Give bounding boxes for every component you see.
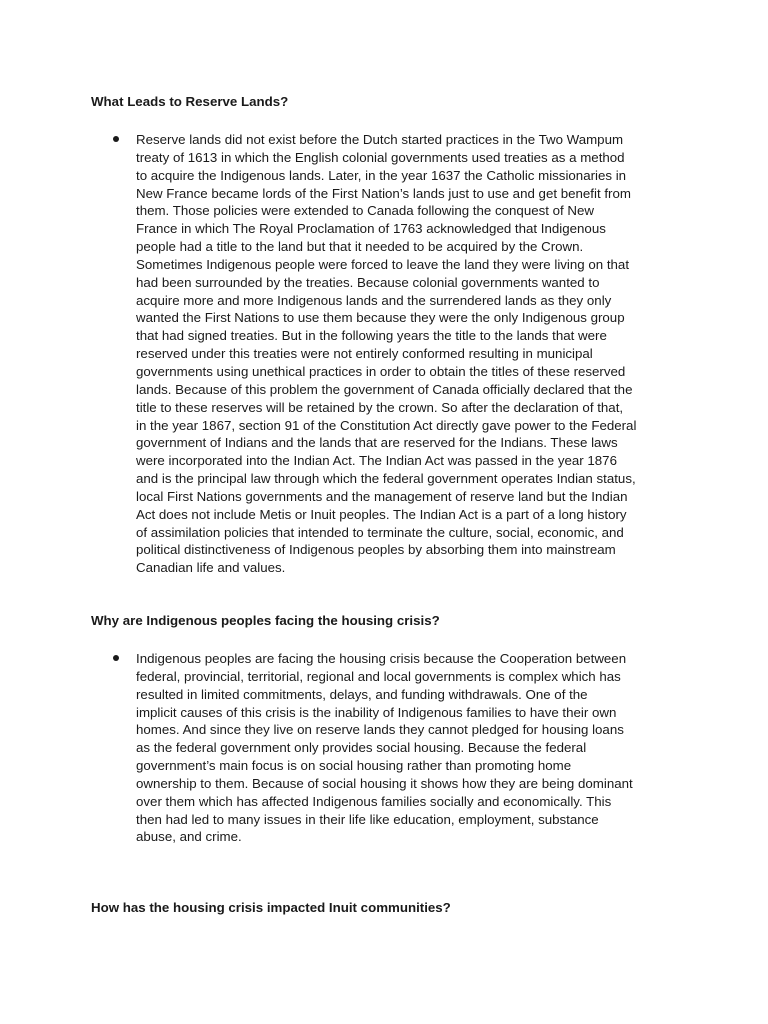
paragraph-line: Canadian life and values.	[136, 560, 286, 576]
paragraph-line: wanted the First Nations to use them because they were the only Indigenous group	[136, 310, 625, 326]
paragraph-line: New France became lords of the First Nation’s lands just to use and get benefit from	[136, 185, 631, 201]
paragraph-line: government’s main focus is on social housing rather than promoting home	[136, 758, 572, 774]
paragraph-line: title to these reserves will be retained by the crown. So after the declaration of that,	[136, 399, 624, 415]
paragraph-line: Reserve lands did not exist before the Dutch started practices in the Two Wampum	[136, 132, 624, 147]
paragraph-line: government of Indians and the lands that are reserved for the Indians. These laws	[136, 435, 618, 451]
paragraph-line: them. Those policies were extended to Canada following the conquest of New	[136, 203, 595, 219]
paragraph-line: abuse, and crime.	[136, 829, 242, 845]
paragraph-line: resulted in limited commitments, delays, and funding withdrawals. One of the	[136, 686, 588, 702]
paragraph-line: as the federal government only provides social housing. Because the federal	[136, 740, 587, 756]
paragraph-line: governments using unethical practices in order to obtain the titles of these reserved	[136, 363, 626, 379]
paragraph-line: political distinctiveness of Indigenous peoples by absorbing them into mainstream	[136, 542, 616, 558]
section-heading-housing-crisis: Why are Indigenous peoples facing the housing crisis?	[91, 613, 440, 628]
paragraph-line: then had led to many issues in their life like education, employment, substance	[136, 811, 599, 827]
section-heading-reserve-lands: What Leads to Reserve Lands?	[91, 94, 289, 109]
paragraph-line: of assimilation policies that intended to terminate the culture, social, economic, and	[136, 524, 624, 540]
paragraph-line: to acquire the Indigenous lands. Later, in the year 1637 the Catholic missionaries in	[136, 167, 627, 183]
paragraph-line: federal, provincial, territorial, regional and local governments is complex which has	[136, 668, 621, 684]
paragraph-line: treaty of 1613 in which the English colonial governments used treaties as a method	[136, 149, 625, 165]
paragraph-line: local First Nations governments and the management of reserve land but the Indian	[136, 488, 628, 504]
paragraph-line: over them which has affected Indigenous families socially and economically. This	[136, 793, 612, 809]
bullet-dot-icon	[113, 136, 119, 142]
paragraph-line: had been surrounded by the treaties. Because colonial governments wanted to	[136, 274, 600, 290]
paragraph-line: reserved under this treaties were not entirely conformed resulting in municipal	[136, 346, 593, 362]
paragraph-reserve-lands	[136, 131, 686, 577]
paragraph-line: lands. Because of this problem the government of Canada officially declared that the	[136, 381, 633, 397]
paragraph-line: and is the principal law through which the federal government operates Indian status,	[136, 471, 636, 487]
paragraph-line: France in which The Royal Proclamation of 1763 acknowledged that Indigenous	[136, 221, 606, 237]
paragraph-line: were incorporated into the Indian Act. The Indian Act was passed in the year 1876	[136, 453, 617, 469]
paragraph-line: Indigenous peoples are facing the housing crisis because the Cooperation between	[136, 651, 627, 666]
paragraph-housing-crisis	[136, 650, 686, 846]
paragraph-line: homes. And since they live on reserve lands they cannot pledged for housing loans	[136, 722, 624, 738]
bullet-dot-icon	[113, 655, 119, 661]
paragraph-line: in the year 1867, section 91 of the Constitution Act directly gave power to the Federal	[136, 417, 637, 433]
paragraph-line: people had a title to the land but that it needed to be acquired by the Crown.	[136, 239, 584, 255]
paragraph-line: that had signed treaties. But in the following years the title to the lands that were	[136, 328, 607, 344]
paragraph-line: Sometimes Indigenous people were forced to leave the land they were living on that	[136, 256, 630, 272]
paragraph-line: implicit causes of this crisis is the inability of Indigenous families to have their own	[136, 704, 617, 720]
paragraph-line: ownership to them. Because of social housing it shows how they are being dominant	[136, 775, 633, 791]
paragraph-line: acquire more and more Indigenous lands and the surrendered lands as they only	[136, 292, 612, 308]
paragraph-line: Act does not include Metis or Inuit peoples. The Indian Act is a part of a long history	[136, 506, 627, 522]
section-heading-inuit-communities: How has the housing crisis impacted Inuit communities?	[91, 900, 451, 915]
